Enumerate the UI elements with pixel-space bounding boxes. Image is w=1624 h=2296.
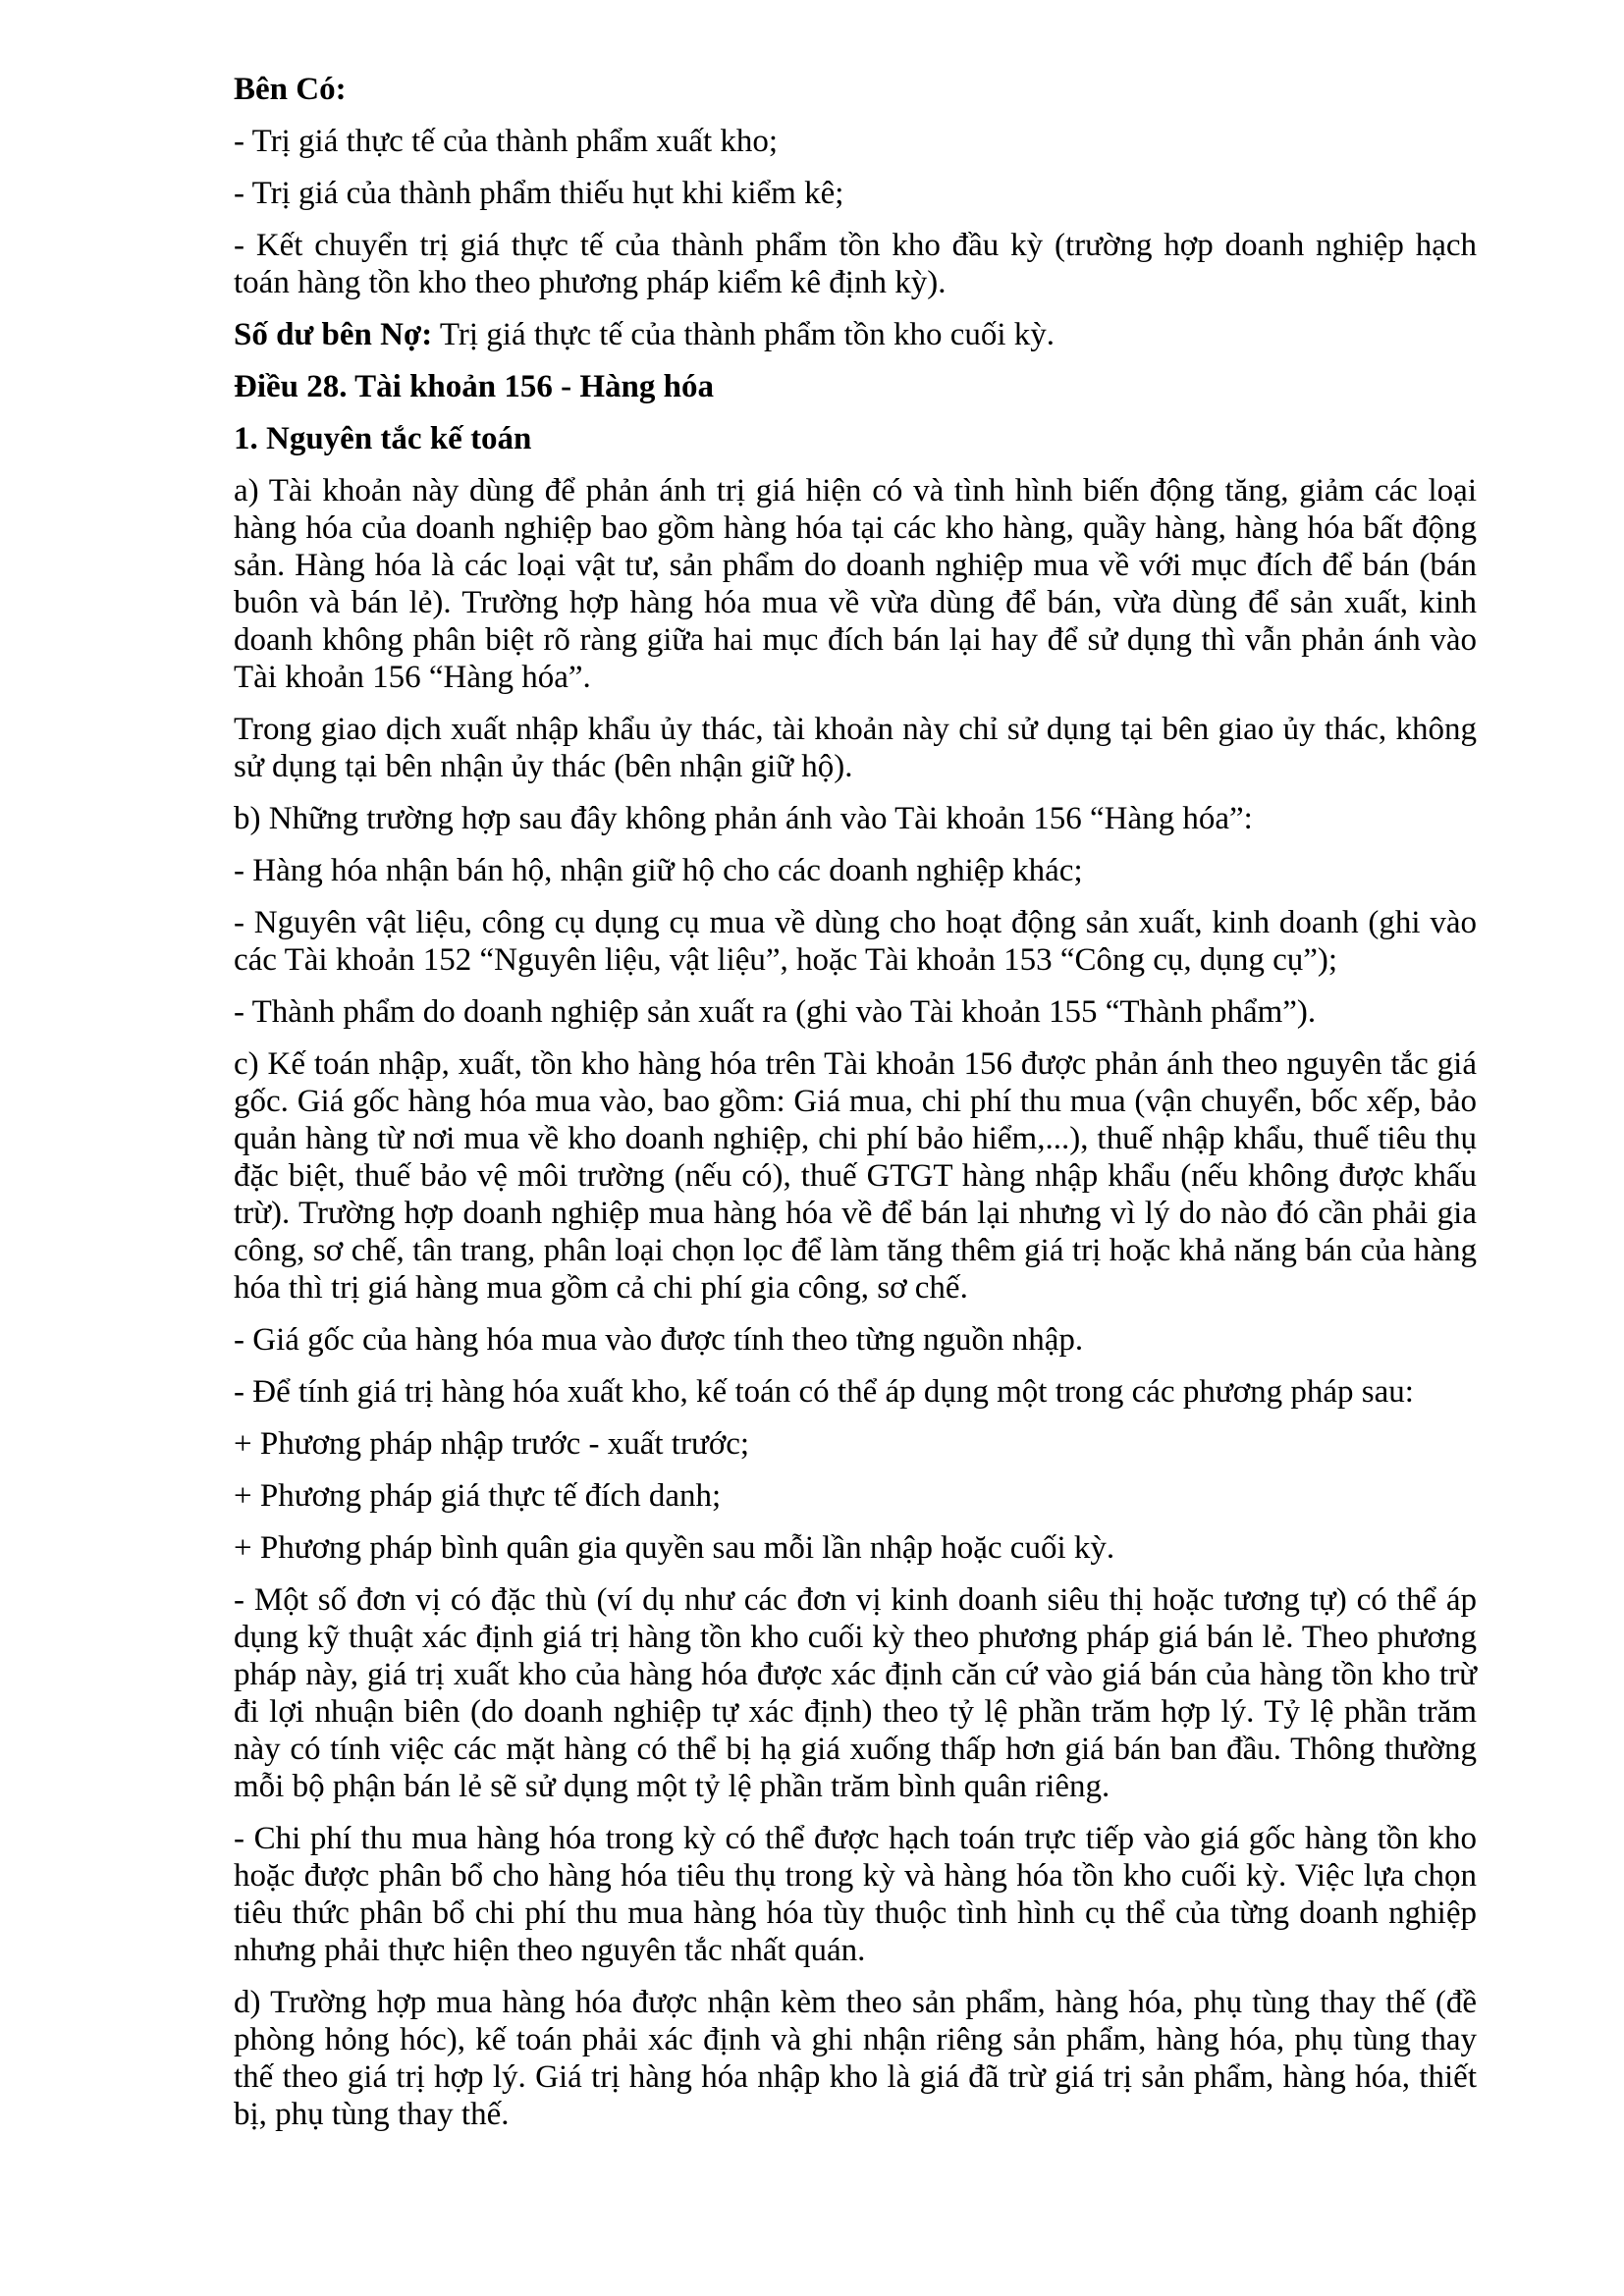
method-weighted-average: + Phương pháp bình quân gia quyền sau mỗi lần nhập hoặc cuối kỳ. [234,1530,1115,1566]
ben-co-item-2: - Trị giá của thành phẩm thiếu hụt khi kiểm kê; [234,176,844,211]
article-title: Điều 28. Tài khoản 156 - Hàng hóa [234,369,715,404]
paragraph-c-item-2: - Để tính giá trị hàng hóa xuất kho, kế toán có thể áp dụng một trong các phương pháp sau: [234,1374,1414,1410]
paragraph-c-item-4: - Chi phí thu mua hàng hóa trong kỳ có thể được hạch toán trực tiếp vào giá gốc hàng tồn kho hoặc được phân bổ cho hàng hóa tiêu thụ trong kỳ và hàng hóa tồn kho cuối kỳ. Việc lựa chọn tiêu thức phân bổ chi phí thu mua hàng hóa tùy thuộc tình hình cụ thể của từng doanh nghiệp nhưng phải thực hiện theo nguyên tắc nhất quán. [234,1821,1477,1968]
paragraph-b-item-2: - Nguyên vật liệu, công cụ dụng cụ mua về dùng cho hoạt động sản xuất, kinh doanh (ghi vào các Tài khoản 152 “Nguyên liệu, vật liệu”, hoặc Tài khoản 153 “Công cụ, dụng cụ”); [234,905,1477,978]
paragraph-c-item-1: - Giá gốc của hàng hóa mua vào được tính theo từng nguồn nhập. [234,1322,1084,1358]
paragraph-d: d) Trường hợp mua hàng hóa được nhận kèm theo sản phẩm, hàng hóa, phụ tùng thay thế (đề phòng hỏng hóc), kế toán phải xác định và ghi nhận riêng sản phẩm, hàng hóa, phụ tùng thay thế theo giá trị hợp lý. Giá trị hàng hóa nhập kho là giá đã trừ giá trị sản phẩm, hàng hóa, thiết bị, phụ tùng thay thế. [234,1985,1477,2132]
ben-co-heading: Bên Có: [234,72,347,107]
paragraph-c: c) Kế toán nhập, xuất, tồn kho hàng hóa trên Tài khoản 156 được phản ánh theo nguyên tắc giá gốc. Giá gốc hàng hóa mua vào, bao gồm: Giá mua, chi phí thu mua (vận chuyển, bốc xếp, bảo quản hàng từ nơi mua về kho doanh nghiệp, chi phí bảo hiểm,...), thuế nhập khẩu, thuế tiêu thụ đặc biệt, thuế bảo vệ môi trường (nếu có), thuế GTGT hàng nhập khẩu (nếu không được khấu trừ). Trường hợp doanh nghiệp mua hàng hóa về để bán lại nhưng vì lý do nào đó cần phải gia công, sơ chế, tân trang, phân loại chọn lọc để làm tăng thêm giá trị hoặc khả năng bán của hàng hóa thì trị giá hàng mua gồm cả chi phí gia công, sơ chế. [234,1046,1477,1306]
paragraph-a: a) Tài khoản này dùng để phản ánh trị giá hiện có và tình hình biến động tăng, giảm các loại hàng hóa của doanh nghiệp bao gồm hàng hóa tại các kho hàng, quầy hàng, hàng hóa bất động sản. Hàng hóa là các loại vật tư, sản phẩm do doanh nghiệp mua về với mục đích để bán (bán buôn và bán lẻ). Trường hợp hàng hóa mua về vừa dùng để bán, vừa dùng để sản xuất, kinh doanh không phân biệt rõ ràng giữa hai mục đích bán lại hay để sử dụng thì vẫn phản ánh vào Tài khoản 156 “Hàng hóa”. [234,473,1477,695]
so-du-label: Số dư bên Nợ: [234,317,433,352]
paragraph-b-item-3: - Thành phẩm do doanh nghiệp sản xuất ra (ghi vào Tài khoản 155 “Thành phẩm”). [234,994,1317,1030]
so-du-paragraph [234,316,1477,353]
paragraph-b-item-1: - Hàng hóa nhận bán hộ, nhận giữ hộ cho các doanh nghiệp khác; [234,853,1083,888]
ben-co-item-3: - Kết chuyển trị giá thực tế của thành phẩm tồn kho đầu kỳ (trường hợp doanh nghiệp hạch toán hàng tồn kho theo phương pháp kiểm kê định kỳ). [234,228,1477,300]
paragraph-b: b) Những trường hợp sau đây không phản ánh vào Tài khoản 156 “Hàng hóa”: [234,801,1253,836]
ben-co-item-1: - Trị giá thực tế của thành phẩm xuất kho; [234,124,779,159]
method-specific-identification: + Phương pháp giá thực tế đích danh; [234,1478,722,1514]
so-du-text: Trị giá thực tế của thành phẩm tồn kho cuối kỳ. [432,317,1056,352]
document-page [234,71,1477,2148]
paragraph-c-item-3: - Một số đơn vị có đặc thù (ví dụ như các đơn vị kinh doanh siêu thị hoặc tương tự) có thể áp dụng kỹ thuật xác định giá trị hàng tồn kho cuối kỳ theo phương pháp giá bán lẻ. Theo phương pháp này, giá trị xuất kho của hàng hóa được xác định căn cứ vào giá bán của hàng tồn kho trừ đi lợi nhuận biên (do doanh nghiệp tự xác định) theo tỷ lệ phần trăm hợp lý. Tỷ lệ phần trăm này có tính việc các mặt hàng có thể bị hạ giá xuống thấp hơn giá bán ban đầu. Thông thường mỗi bộ phận bán lẻ sẽ sử dụng một tỷ lệ phần trăm bình quân riêng. [234,1582,1477,1804]
section-title: 1. Nguyên tắc kế toán [234,421,532,456]
paragraph-a-2: Trong giao dịch xuất nhập khẩu ủy thác, tài khoản này chỉ sử dụng tại bên giao ủy thác, không sử dụng tại bên nhận ủy thác (bên nhận giữ hộ). [234,712,1477,784]
method-fifo: + Phương pháp nhập trước - xuất trước; [234,1426,750,1462]
